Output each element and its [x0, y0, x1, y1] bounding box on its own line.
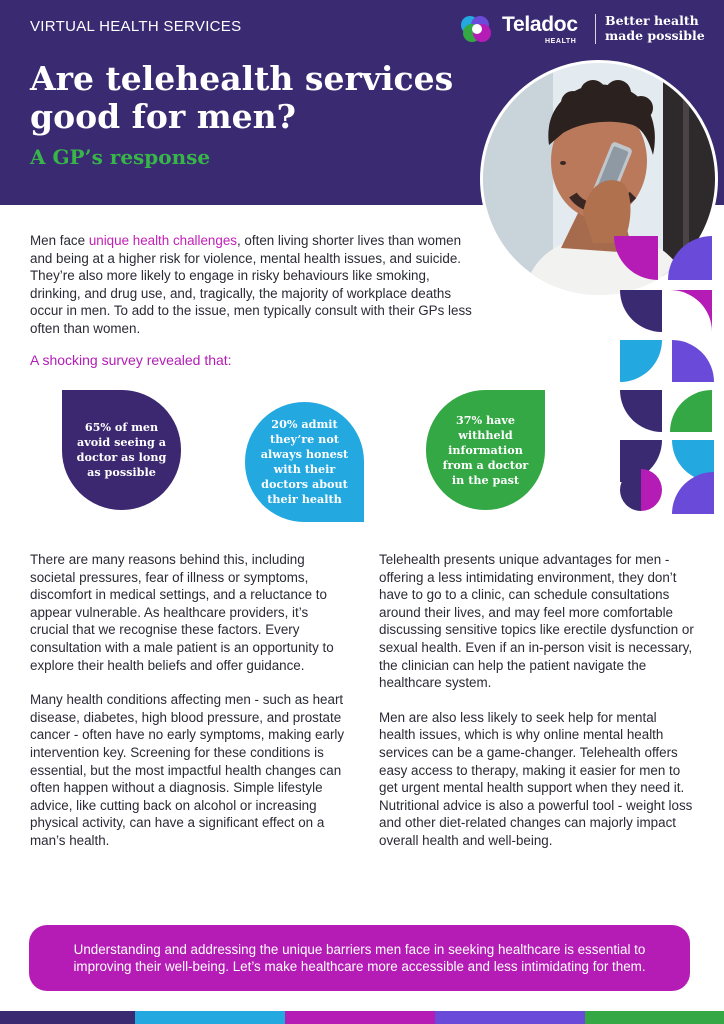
section-eyebrow: VIRTUAL HEALTH SERVICES [30, 18, 242, 35]
callout-text: Understanding and addressing the unique barriers men face in seeking healthcare is essential to improving their well-being. Let’s make healthcare more accessible and less intimidating for them. [73, 942, 646, 974]
body-paragraph: Many health conditions affecting men - such as heart disease, diabetes, high blood pressure, and prostate cancer - often have no early symptoms, making early intervention key. Screening for these conditions is essential, but the most impactful health changes can often happen without a diagnosis. Simple lifestyle advice, like cutting back on alcohol or increasing physical activity, can have a significant effect on a man’s health. [30, 692, 345, 848]
stat-text: 37% have withheld information from a doctor in the past [442, 412, 529, 487]
page-subtitle: A GP’s response [30, 145, 211, 169]
body-column-right [379, 551, 695, 850]
intro-lead: Men face [30, 233, 89, 248]
stat-bubble-not-honest [245, 402, 364, 522]
unique-challenges-link[interactable]: unique health challenges [88, 233, 237, 248]
survey-heading: A shocking survey revealed that: [30, 352, 232, 368]
stat-bubble-withheld-info [426, 390, 545, 510]
teladoc-mark-icon [456, 14, 496, 44]
intro-rest: , often living shorter lives than women and being at a higher risk for violence, mental health issues, and suicide. They’re also more likely to engage in risky behaviours like smoking, drinking, and drug use, and, tragically, the majority of workplace deaths occur in men. To add to the issue, men typically consult with their GPs less often than women. [30, 233, 472, 336]
stat-text: 65% of men avoid seeing a doctor as long as possible [76, 420, 167, 479]
brand-tagline: Better health made possible [605, 13, 705, 43]
footer-stripe-purple [435, 1011, 585, 1024]
intro-paragraph [30, 232, 480, 338]
callout-banner [29, 925, 690, 991]
brand-sub: HEALTH [545, 38, 577, 45]
body-paragraph: Men are also less likely to seek help for mental health issues, which is why online mental health services can be a game-changer. Telehealth offers easy access to therapy, making it easier for men to get urgent mental health support when they need it. Nutritional advice is also a powerful tool - weight loss and other diet-related changes can majorly impact overall health and well-being. [379, 709, 693, 848]
body-column-left [30, 551, 346, 850]
brand-name: Teladoc [502, 13, 578, 36]
footer-stripe-green [585, 1011, 724, 1024]
footer-stripe-blue [135, 1011, 285, 1024]
teladoc-logo [456, 12, 706, 48]
decorative-shapes [610, 232, 724, 522]
body-paragraph: There are many reasons behind this, including societal pressures, fear of illness or symptoms, discomfort in medical settings, and a reluctance to appear vulnerable. As healthcare providers, it’s crucial that we recognise these factors. Every consultation with a male patient is an opportunity to explore their health beliefs and offer guidance. [30, 552, 334, 673]
page-title: Are telehealth services good for men? [30, 59, 454, 136]
body-paragraph: Telehealth presents unique advantages for men - offering a less intimidating environment, they don’t have to go to a clinic, can schedule consultations around their lives, and may feel more comfortable discussing sensitive topics like erectile dysfunction or sexual health. Even if an in-person visit is necessary, the clinician can help the patient navigate the healthcare system. [379, 552, 694, 691]
logo-divider [595, 14, 596, 44]
stat-bubble-avoid-doctor [62, 390, 181, 510]
stat-text: 20% admit they’re not always honest with their doctors about their health [260, 417, 349, 506]
footer-stripe-magenta [285, 1011, 435, 1024]
footer-stripe-navy [0, 1011, 135, 1024]
